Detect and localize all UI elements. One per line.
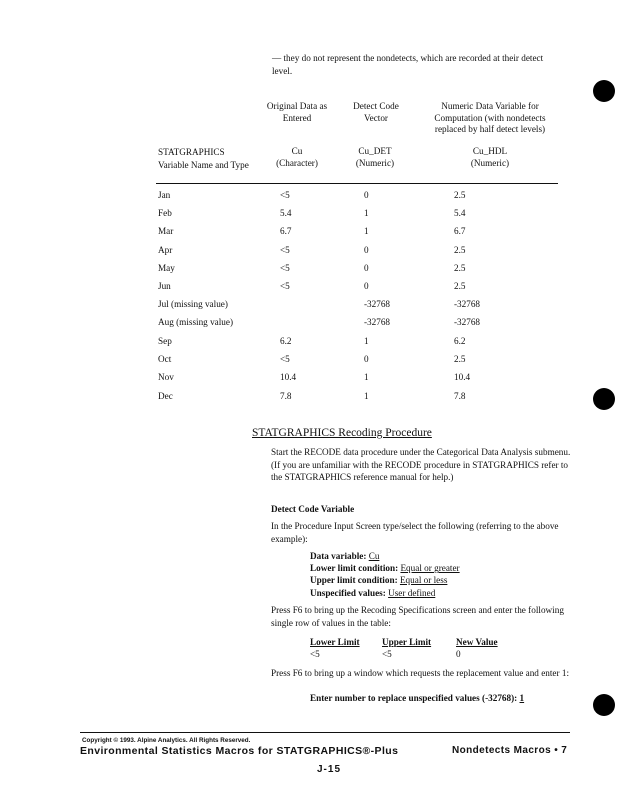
spec-value-lower-limit: <5 bbox=[310, 649, 320, 659]
setting-data-variable: Data variable: Cu bbox=[310, 551, 380, 561]
spec-header-lower-limit: Lower Limit bbox=[310, 637, 360, 647]
table-row: Nov 10.4 1 10.4 bbox=[158, 372, 471, 382]
header-detect-code: Detect Code Vector bbox=[353, 101, 399, 123]
table-row: Jan <5 0 2.5 bbox=[158, 190, 466, 200]
table-row: Feb 5.4 1 5.4 bbox=[158, 208, 466, 218]
header-row-label: STATGRAPHICS Variable Name and Type bbox=[158, 147, 249, 170]
table-row: Jun <5 0 2.5 bbox=[158, 281, 466, 291]
footer-rule bbox=[80, 732, 570, 733]
recoding-spec-paragraph: Press F6 to bring up the Recoding Specifications screen and enter the following single row of values in the table: bbox=[271, 605, 564, 628]
intro-text: — they do not represent the nondetects, which are recorded at their detect level. bbox=[272, 53, 544, 76]
table-row: Jul (missing value) -32768 -32768 bbox=[158, 299, 481, 309]
table-row: Dec 7.8 1 7.8 bbox=[158, 391, 466, 401]
settings-list bbox=[310, 550, 460, 599]
spec-header-upper-limit: Upper Limit bbox=[382, 637, 432, 647]
spec-value-new-value: 0 bbox=[456, 649, 461, 659]
header-cu-type: (Character) bbox=[276, 158, 318, 168]
table-row: Sep 6.2 1 6.2 bbox=[158, 336, 466, 346]
binder-hole-top bbox=[593, 80, 615, 102]
table-header-rule bbox=[156, 183, 558, 184]
replacement-answer: 1 bbox=[519, 693, 525, 703]
header-cudet-name: Cu_DET bbox=[358, 146, 392, 156]
replacement-prompt: Enter number to replace unspecified values (-32768): 1 bbox=[310, 693, 525, 703]
header-cuhdl-name: Cu_HDL bbox=[472, 146, 508, 156]
spec-value-upper-limit: <5 bbox=[382, 649, 392, 659]
table-row: Apr <5 0 2.5 bbox=[158, 245, 466, 255]
detect-code-subheading: Detect Code Variable bbox=[271, 504, 355, 514]
header-cu-name: Cu bbox=[291, 146, 303, 156]
header-cudet-type: (Numeric) bbox=[355, 158, 395, 168]
header-cuhdl-type: (Numeric) bbox=[470, 158, 510, 168]
binder-hole-bottom bbox=[593, 694, 615, 716]
setting-lower-limit: Lower limit condition: Equal or greater bbox=[310, 563, 460, 574]
table-row: Aug (missing value) -32768 -32768 bbox=[158, 317, 481, 327]
footer-copyright: Copyright © 1993. Alpine Analytics. All Rights Reserved. bbox=[82, 737, 251, 744]
table-row: May <5 0 2.5 bbox=[158, 263, 466, 273]
procedure-input-paragraph: In the Procedure Input Screen type/select the following (referring to the above example): bbox=[271, 521, 559, 544]
footer-book-title: Environmental Statistics Macros for STATGRAPHICS®-Plus bbox=[80, 745, 399, 757]
setting-upper-limit: Upper limit condition: Equal or less bbox=[310, 575, 448, 586]
table-row: Mar 6.7 1 6.7 bbox=[158, 226, 466, 236]
recode-intro-paragraph: Start the RECODE data procedure under the Categorical Data Analysis submenu. (If you are unfamiliar with the RECODE procedure in STATGRAPHICS refer to the STATGRAPHICS reference manual for help.) bbox=[271, 447, 571, 482]
section-title: STATGRAPHICS Recoding Procedure bbox=[252, 427, 432, 439]
header-numeric-data: Numeric Data Variable for Computation (with nondetects replaced by half detect levels) bbox=[434, 101, 546, 134]
table-row: Oct <5 0 2.5 bbox=[158, 354, 466, 364]
binder-hole-middle bbox=[593, 388, 615, 410]
header-original-data: Original Data as Entered bbox=[266, 101, 328, 123]
footer-chapter: Nondetects Macros • 7 bbox=[452, 745, 568, 756]
spec-header-new-value: New Value bbox=[456, 637, 498, 647]
setting-unspecified: Unspecified values: User defined bbox=[310, 587, 436, 598]
replacement-paragraph: Press F6 to bring up a window which requests the replacement value and enter 1: bbox=[271, 668, 570, 678]
footer-page-number: J-15 bbox=[317, 764, 342, 775]
